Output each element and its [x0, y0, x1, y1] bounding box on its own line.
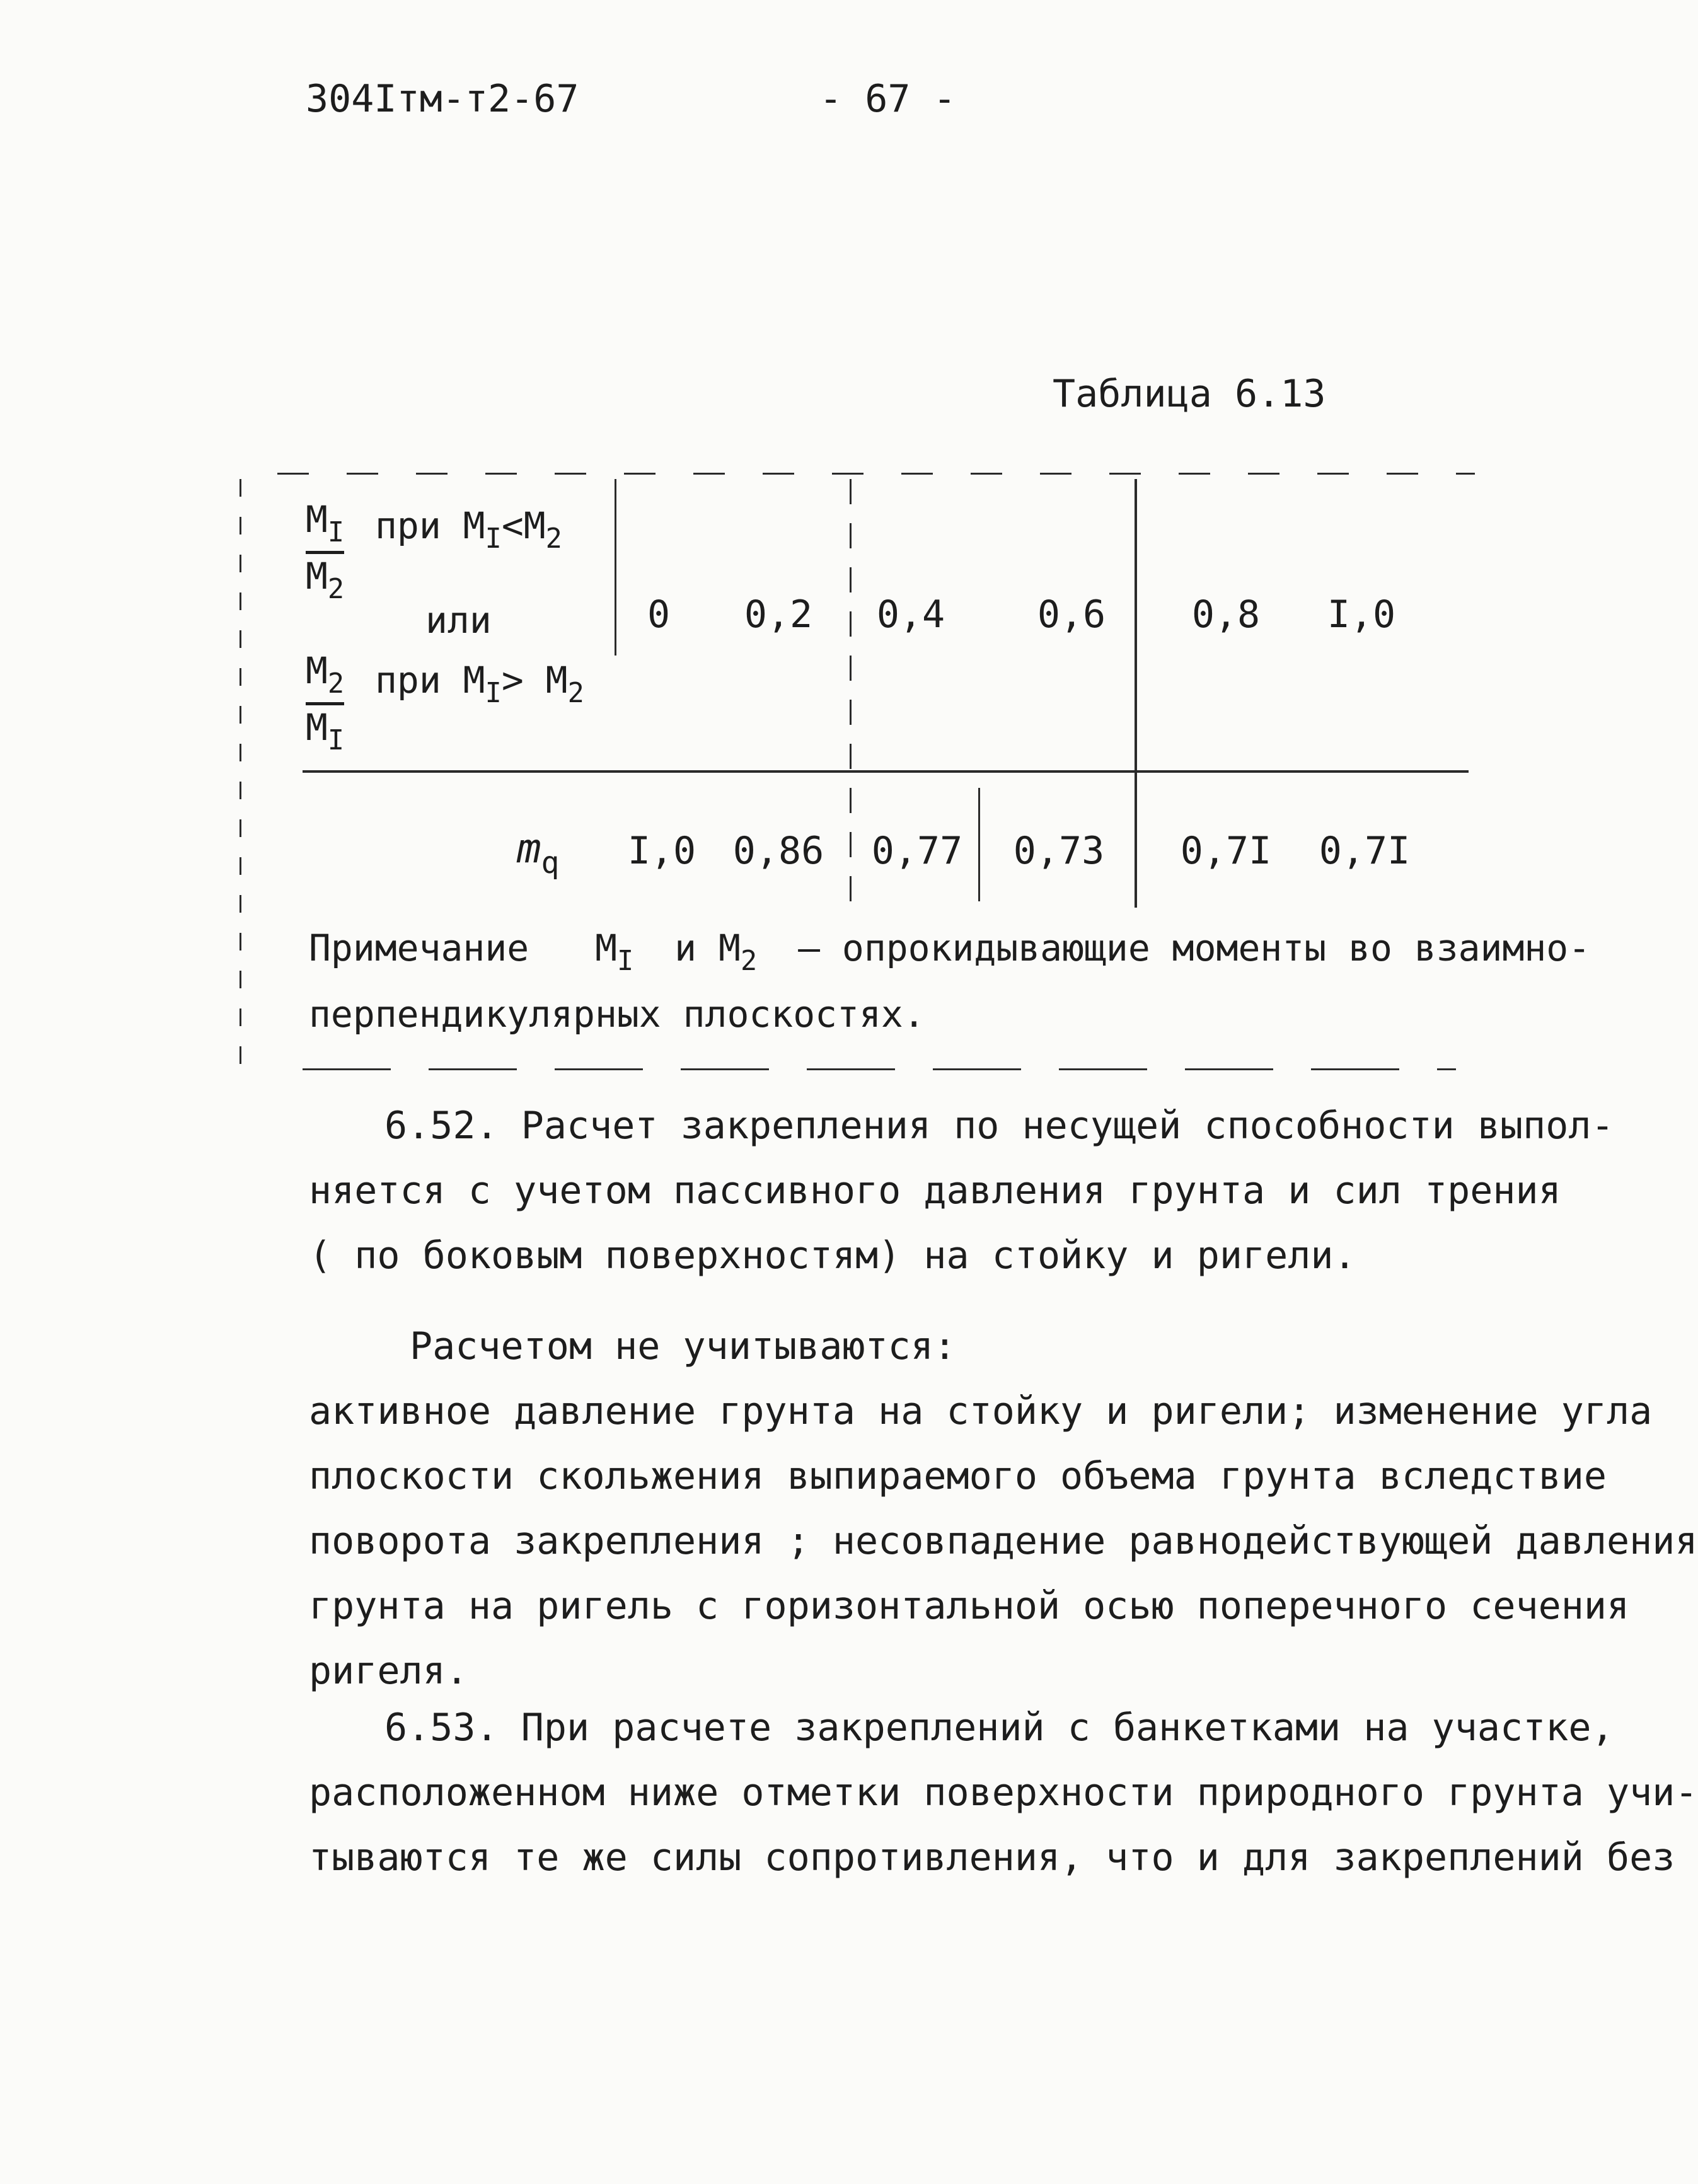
- coefficient-value: 0,86: [732, 829, 824, 873]
- table-bottom-border: [303, 1068, 1456, 1070]
- paragraph-6-52: [309, 1094, 1614, 1288]
- text-line: ригеля.: [309, 1649, 468, 1693]
- table-note: [309, 927, 1590, 977]
- ratio-value: 0,4: [876, 592, 945, 637]
- text-line: плоскости скольжения выпираемого объема грунта вследствие: [309, 1454, 1607, 1498]
- coefficient-value: I,0: [627, 829, 696, 873]
- ratio-value: 0,2: [744, 592, 813, 637]
- paragraph-6-53: [309, 1696, 1698, 1890]
- coefficient-value: 0,7I: [1180, 829, 1272, 873]
- not-considered-title: Расчетом не учитываются:: [410, 1324, 956, 1368]
- coefficient-label: $m_q$: [517, 826, 560, 881]
- table-row-divider: [303, 770, 1469, 773]
- text-line: 6.52. Расчет закрепления по несущей способности выпол-: [384, 1104, 1614, 1148]
- text-line: расположенном ниже отметки поверхности природного грунта учи-: [309, 1771, 1698, 1815]
- note-text: – опрокидывающие моменты во взаимно-: [798, 927, 1591, 969]
- text-line: грунта на ригель с горизонтальной осью поперечного сечения: [309, 1584, 1630, 1628]
- ratio-value: 0: [647, 592, 671, 637]
- text-line: ( по боковым поверхностям) на стойку и ригели.: [309, 1234, 1356, 1278]
- ratio-condition-1: при $M_I<M_2$: [375, 504, 562, 555]
- ratio-fraction-m1-m2: $\frac{M_I}{M_2}$: [306, 498, 345, 605]
- ratio-value: I,0: [1327, 592, 1396, 637]
- ratio-condition-2: при $M_I> M_2$: [375, 659, 584, 710]
- left-margin-line: [240, 479, 241, 1078]
- ratio-value: 0,6: [1037, 592, 1106, 637]
- text-line: 6.53. При расчете закреплений с банкетками на участке,: [384, 1706, 1614, 1750]
- coefficient-value: 0,7I: [1319, 829, 1411, 873]
- page-number: - 67 -: [819, 77, 956, 121]
- ratio-or-label: или: [425, 599, 492, 642]
- note-label: Примечание: [309, 927, 529, 969]
- text-line: активное давление грунта на стойку и ригели; изменение угла: [309, 1389, 1653, 1433]
- note-and: и: [674, 927, 697, 969]
- table-top-border: [277, 473, 1475, 475]
- note-m2: $M_2$: [719, 927, 758, 978]
- text-line: тываются те же силы сопротивления, что и для закреплений без: [309, 1835, 1675, 1880]
- ratio-fraction-m2-m1: $\frac{M_2}{M_I}$: [306, 649, 345, 756]
- table-note-continuation: перпендикулярных плоскостях.: [309, 993, 925, 1036]
- table-column-divider: [1135, 479, 1137, 908]
- document-code: 304Iтм-т2-67: [306, 77, 579, 121]
- text-line: поворота закрепления ; несовпадение равнодействующей давления: [309, 1519, 1698, 1563]
- coefficient-value: 0,73: [1013, 829, 1105, 873]
- ratio-value: 0,8: [1191, 592, 1261, 637]
- coefficient-value: 0,77: [871, 829, 963, 873]
- text-line: няется с учетом пассивного давления грунта и сил трения: [309, 1169, 1561, 1213]
- not-considered-block: [309, 1314, 1698, 1704]
- note-m1: $M_I$: [595, 927, 634, 978]
- table-caption: Таблица 6.13: [1053, 372, 1326, 416]
